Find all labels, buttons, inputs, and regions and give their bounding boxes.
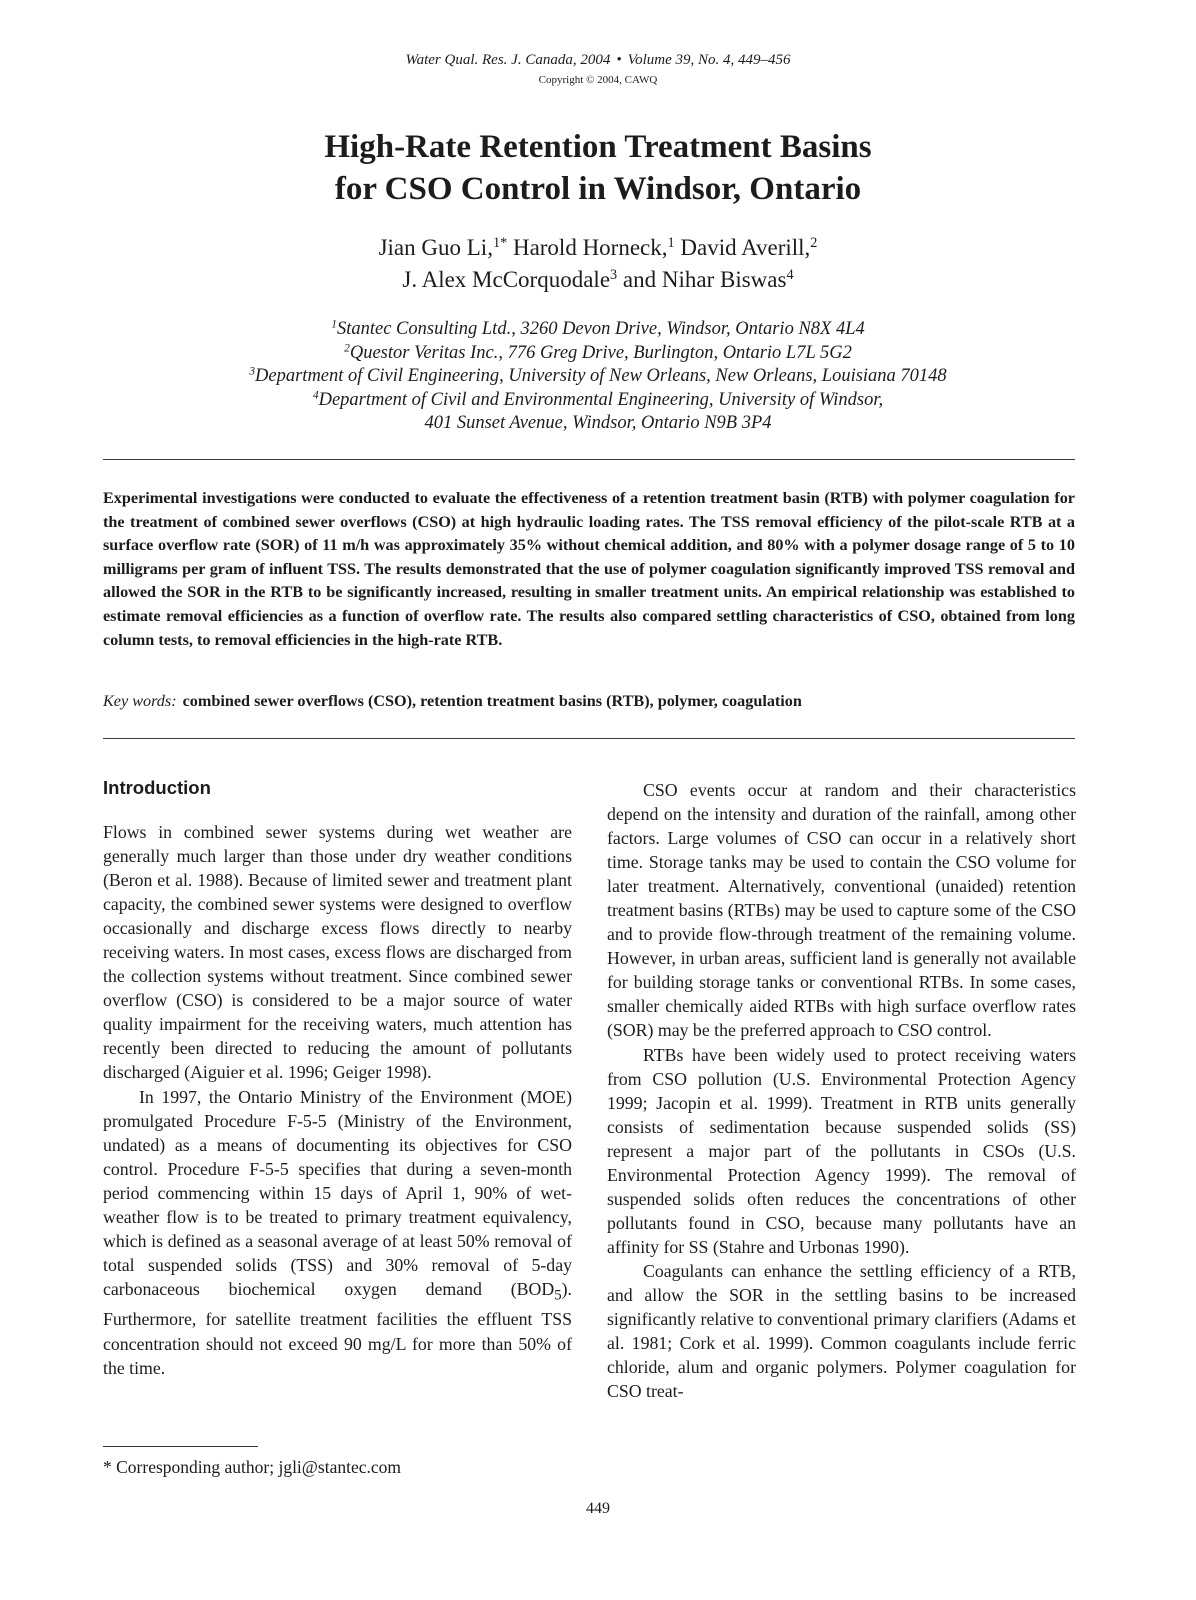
author-name: Nihar Biswas [661, 267, 787, 292]
affiliation-mark: 1 [331, 318, 337, 331]
affiliation-mark: 3 [249, 365, 256, 378]
body-paragraph: Coagulants can enhance the settling efficiency of a RTB, and allow the SOR in the settling basins to be increased significantly relative to conventional primary clarifiers (Adams et al. 1981; Cork et al. 1999). Common coagulants include ferric chloride, alum and organic polymers. Polymer coagulation for CSO treat- [607, 1260, 1076, 1402]
affiliation-line [0, 318, 1196, 342]
author-affiliation-mark: 1* [492, 235, 508, 252]
keywords-text: combined sewer overflows (CSO), retention treatment basins (RTB), polymer, coagulation [182, 692, 802, 710]
keywords [103, 690, 1075, 713]
footnote-rule [103, 1446, 258, 1447]
affiliation-mark: 4 [312, 389, 319, 402]
paper-title [0, 126, 1196, 210]
right-column [607, 778, 1076, 1403]
footnote: * Corresponding author; jgli@stantec.com [103, 1457, 402, 1477]
affiliation-text: Stantec Consulting Ltd., 3260 Devon Drive, Windsor, Ontario N8X 4L4 [336, 319, 865, 339]
journal-citation [0, 52, 1196, 69]
affiliation-mark: 2 [344, 342, 350, 355]
body-paragraph: Flows in combined sewer systems during wet weather are generally much larger than those under dry weather conditions (Beron et al. 1988). Because of limited sewer and treatment plant capacity, the combined sewer systems were designed to overflow occasionally and discharge excess flows directly to nearby receiving waters. In most cases, excess flows are discharged from the collection systems without treatment. Since combined sewer overflow (CSO) is considered to be a major source of water quality impairment for the receiving waters, much attention has recently been directed to reducing the amount of pollutants discharged (Aiguier et al. 1996; Geiger 1998). [103, 822, 572, 1083]
affiliation-list [0, 318, 1196, 436]
journal-volume: Volume 39, No. 4, 449–456 [627, 52, 791, 68]
body-paragraph: CSO events occur at random and their characteristics depend on the intensity and duration of the rainfall, among other factors. Large volumes of CSO can occur in a relatively short time. Storage tanks may be used to contain the CSO volume for later treatment. Alternatively, conventional (unaided) retention treatment basins (RTBs) may be used to capture some of the CSO and to provide flow-through treatment of the remaining volume. However, in urban areas, sufficient land is generally not available for building storage tanks or conventional RTBs. In some cases, smaller chemically aided RTBs with high surface overflow rates (SOR) may be the preferred approach to CSO control. [607, 780, 1076, 1041]
affiliation-line [0, 389, 1196, 413]
divider-rule [103, 459, 1075, 460]
left-column [103, 820, 572, 1380]
author-conjunction: and [622, 267, 657, 292]
title-line-2: for CSO Control in Windsor, Ontario [334, 171, 862, 207]
separator-bullet: • [616, 52, 622, 68]
section-heading: Introduction [103, 777, 211, 798]
author-name: J. Alex McCorquodale [402, 267, 611, 292]
affiliation-text: Department of Civil and Environmental Engineering, University of Windsor, [318, 389, 884, 410]
body-paragraph: RTBs have been widely used to protect receiving waters from CSO pollution (U.S. Environmental Protection Agency 1999; Jacopin et al. 1999). Treatment in RTB units generally consists of sedimentation because suspended solids (SS) represent a major part of the pollutants in CSOs (U.S. Environmental Protection Agency 1999). The removal of suspended solids often reduces the concentrations of other pollutants found in CSO, because many pollutants have an affinity for SS (Stahre and Urbonas 1990). [607, 1044, 1076, 1257]
body-paragraph [103, 1085, 572, 1380]
subscript: 5 [554, 1287, 562, 1304]
affiliation-line [0, 365, 1196, 389]
page-number: 449 [586, 1500, 610, 1517]
affiliation-text: 401 Sunset Avenue, Windsor, Ontario N9B 3P4 [424, 413, 772, 433]
affiliation-line [0, 412, 1196, 436]
author-affiliation-mark: 2 [810, 235, 818, 252]
affiliation-line [0, 342, 1196, 366]
abstract-text: Experimental investigations were conducted to evaluate the effectiveness of a retention treatment basin (RTB) with polymer coagulation for the treatment of combined sewer overflows (CSO) at high hydraulic loading rates. The TSS removal efficiency of the pilot-scale RTB at a surface overflow rate (SOR) of 11 m/h was approximately 35% without chemical addition, and 80% with a polymer dosage range of 5 to 10 milligrams per gram of influent TSS. The results demonstrated that the use of polymer coagulation significantly improved TSS removal and allowed the SOR in the RTB to be significantly increased, resulting in smaller treatment units. An empirical relationship was established to estimate removal efficiencies as a function of overflow rate. The results also compared settling characteristics of CSO, obtained from long column tests, to removal efficiencies in the high-rate RTB. [103, 489, 1075, 649]
author-name: Jian Guo Li, [378, 235, 493, 260]
affiliation-text: Department of Civil Engineering, University of New Orleans, New Orleans, Louisiana 70148 [255, 366, 947, 386]
paragraph-text: ). Furthermore, for satellite treatment facilities the effluent TSS concentration should not exceed 90 mg/L for more than 50% of the time. [103, 1278, 572, 1378]
copyright-notice: Copyright © 2004, CAWQ [538, 74, 658, 86]
author-list [0, 232, 1196, 296]
author-name: Harold Horneck, [512, 235, 668, 260]
author-affiliation-mark: 1 [667, 235, 675, 252]
author-affiliation-mark: 4 [786, 267, 794, 284]
journal-name: Water Qual. Res. J. Canada, 2004 [405, 52, 611, 68]
author-name: David Averill, [680, 235, 811, 260]
divider-rule [103, 738, 1075, 739]
author-affiliation-mark: 3 [610, 267, 618, 284]
keywords-label: Key words: [103, 692, 177, 710]
paragraph-text: In 1997, the Ontario Ministry of the Environment (MOE) promulgated Procedure F-5-5 (Ministry of the Environment, undated) as a means of documenting its objectives for CSO control. Procedure F-5-5 specifies that during a seven-month period commencing within 15 days of April 1, 90% of wet-weather flow is to be treated to primary treatment equivalency, which is defined as a seasonal average of at least 50% removal of total suspended solids (TSS) and 30% removal of 5-day carbonaceous biochemical oxygen demand (BOD [103, 1086, 572, 1299]
affiliation-text: Questor Veritas Inc., 776 Greg Drive, Burlington, Ontario L7L 5G2 [349, 342, 852, 363]
title-line-1: High-Rate Retention Treatment Basins [324, 129, 872, 165]
